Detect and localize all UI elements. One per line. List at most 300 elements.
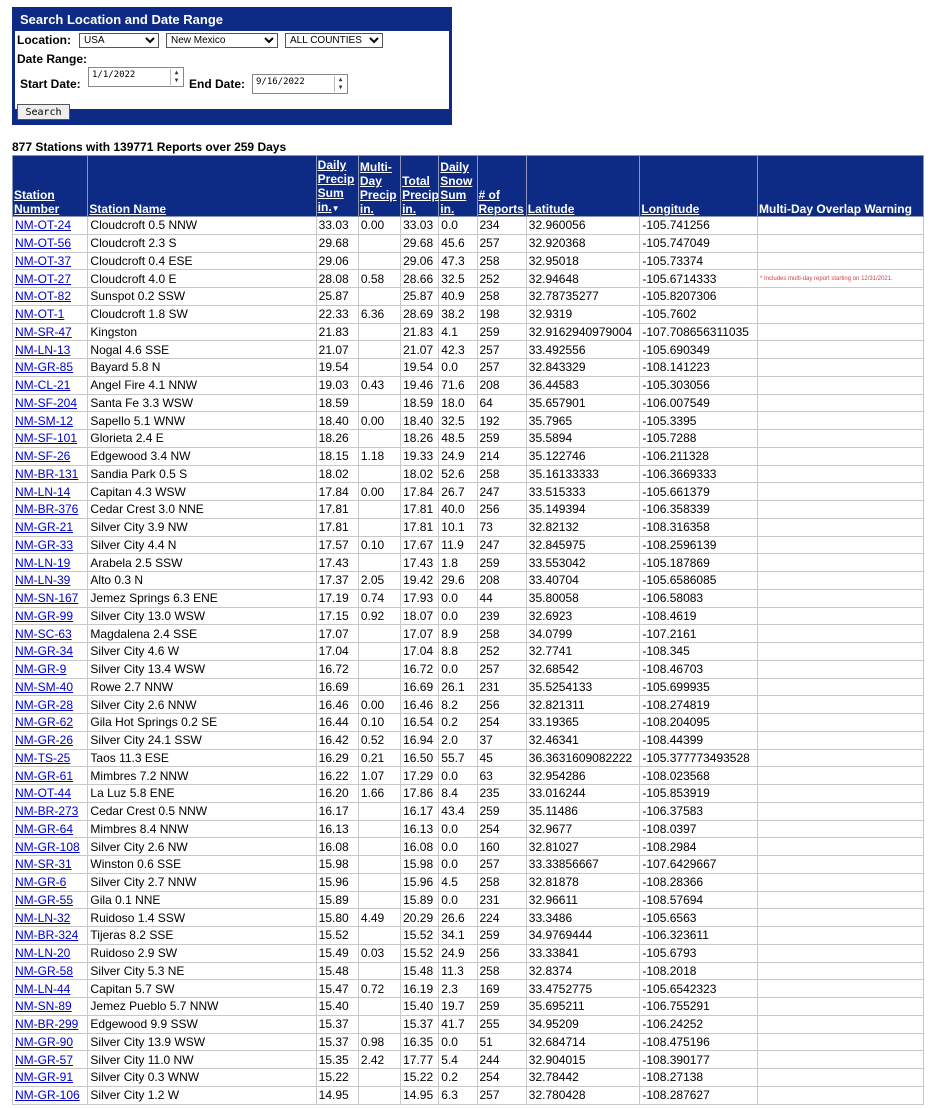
latitude-cell: 32.7741 xyxy=(526,643,640,661)
spin-down-icon[interactable]: ▼ xyxy=(338,84,343,91)
station-number-link[interactable]: NM-LN-20 xyxy=(15,946,71,961)
overlap-warning-cell xyxy=(758,252,924,270)
station-number-cell xyxy=(13,376,88,394)
reports-count-cell: 259 xyxy=(477,323,526,341)
daily-snow-cell: 8.2 xyxy=(439,696,477,714)
station-number-link[interactable]: NM-GR-90 xyxy=(15,1034,74,1049)
overlap-warning-cell xyxy=(758,323,924,341)
latitude-cell: 34.0799 xyxy=(526,625,640,643)
overlap-warning-cell xyxy=(758,838,924,856)
reports-count-cell: 192 xyxy=(477,412,526,430)
daily-precip-cell: 29.06 xyxy=(316,252,358,270)
overlap-warning-cell xyxy=(758,394,924,412)
station-number-link[interactable]: NM-GR-28 xyxy=(15,697,74,712)
station-number-link[interactable]: NM-BR-299 xyxy=(15,1017,79,1032)
daily-snow-cell: 6.3 xyxy=(439,1086,477,1104)
station-number-cell xyxy=(13,856,88,874)
station-number-link[interactable]: NM-GR-99 xyxy=(15,608,74,623)
reports-count-cell: 258 xyxy=(477,873,526,891)
station-number-link[interactable]: NM-GR-57 xyxy=(15,1052,74,1067)
daily-precip-cell: 16.72 xyxy=(316,660,358,678)
longitude-cell: -108.475196 xyxy=(640,1033,758,1051)
station-name: Gila Hot Springs 0.2 SE xyxy=(88,714,316,732)
reports-count-cell: 45 xyxy=(477,749,526,767)
table-row xyxy=(13,465,924,483)
total-precip-cell: 19.33 xyxy=(401,447,439,465)
total-precip-cell: 16.54 xyxy=(401,714,439,732)
end-date-spinner[interactable] xyxy=(334,76,346,92)
daily-snow-cell: 0.0 xyxy=(439,767,477,785)
sort-multi-day-link[interactable]: Multi-Day Precip in. xyxy=(359,160,397,216)
station-number-link[interactable]: NM-OT-56 xyxy=(15,236,72,251)
overlap-warning-cell xyxy=(758,341,924,359)
station-number-link[interactable]: NM-SN-167 xyxy=(15,591,79,606)
station-number-link[interactable]: NM-GR-21 xyxy=(15,520,74,535)
total-precip-cell: 33.03 xyxy=(401,217,439,235)
daily-precip-cell: 17.81 xyxy=(316,518,358,536)
station-name: Ruidoso 1.4 SSW xyxy=(88,909,316,927)
station-number-link[interactable]: NM-OT-24 xyxy=(15,218,72,233)
latitude-cell: 32.960056 xyxy=(526,217,640,235)
latitude-cell: 36.3631609082222 xyxy=(526,749,640,767)
station-name: Bayard 5.8 N xyxy=(88,359,316,377)
station-number-link[interactable]: NM-BR-324 xyxy=(15,928,79,943)
table-row xyxy=(13,856,924,874)
state-select[interactable] xyxy=(166,33,278,48)
station-name: Mimbres 7.2 NNW xyxy=(88,767,316,785)
reports-count-cell: 257 xyxy=(477,359,526,377)
total-precip-cell: 29.06 xyxy=(401,252,439,270)
total-precip-cell: 15.40 xyxy=(401,998,439,1016)
daily-precip-cell: 15.49 xyxy=(316,944,358,962)
station-number-cell xyxy=(13,1015,88,1033)
date-range-label: Date Range: xyxy=(17,52,88,66)
daily-snow-cell: 34.1 xyxy=(439,927,477,945)
overlap-warning-cell xyxy=(758,536,924,554)
table-row xyxy=(13,554,924,572)
country-select[interactable] xyxy=(79,33,159,48)
total-precip-cell: 15.52 xyxy=(401,927,439,945)
multi-day-precip-cell: 2.05 xyxy=(358,572,400,590)
longitude-cell: -106.323611 xyxy=(640,927,758,945)
longitude-cell: -108.274819 xyxy=(640,696,758,714)
daily-snow-cell: 52.6 xyxy=(439,465,477,483)
multi-day-precip-cell: 0.03 xyxy=(358,944,400,962)
station-number-cell xyxy=(13,554,88,572)
longitude-cell: -105.377773493528 xyxy=(640,749,758,767)
daily-precip-cell: 17.81 xyxy=(316,501,358,519)
station-number-link[interactable]: NM-GR-58 xyxy=(15,963,74,978)
daily-precip-cell: 17.84 xyxy=(316,483,358,501)
reports-count-cell: 256 xyxy=(477,501,526,519)
station-number-link[interactable]: NM-GR-9 xyxy=(15,662,67,677)
station-number-link[interactable]: NM-OT-37 xyxy=(15,253,72,268)
longitude-cell: -105.3395 xyxy=(640,412,758,430)
station-number-cell xyxy=(13,820,88,838)
longitude-cell: -105.187869 xyxy=(640,554,758,572)
multi-day-precip-cell: 0.72 xyxy=(358,980,400,998)
station-number-cell xyxy=(13,501,88,519)
longitude-cell: -105.303056 xyxy=(640,376,758,394)
overlap-warning-cell xyxy=(758,554,924,572)
sort-reports-link[interactable]: # of Reports xyxy=(478,188,524,216)
station-number-link[interactable]: NM-GR-26 xyxy=(15,733,74,748)
table-row xyxy=(13,483,924,501)
daily-snow-cell: 8.4 xyxy=(439,785,477,803)
overlap-warning-cell xyxy=(758,465,924,483)
total-precip-cell: 15.96 xyxy=(401,873,439,891)
table-row xyxy=(13,625,924,643)
col-daily-snow[interactable] xyxy=(439,156,477,217)
station-number-cell xyxy=(13,838,88,856)
station-number-link[interactable]: NM-SR-31 xyxy=(15,857,72,872)
latitude-cell: 32.954286 xyxy=(526,767,640,785)
multi-day-precip-cell xyxy=(358,1086,400,1104)
multi-day-precip-cell: 1.07 xyxy=(358,767,400,785)
daily-snow-cell: 0.2 xyxy=(439,714,477,732)
total-precip-cell: 17.67 xyxy=(401,536,439,554)
table-row xyxy=(13,1086,924,1104)
station-number-cell xyxy=(13,909,88,927)
station-number-link[interactable]: NM-LN-14 xyxy=(15,484,71,499)
latitude-cell: 32.904015 xyxy=(526,1051,640,1069)
overlap-warning-cell xyxy=(758,962,924,980)
search-panel xyxy=(12,7,452,125)
daily-snow-cell: 2.0 xyxy=(439,731,477,749)
latitude-cell: 33.515333 xyxy=(526,483,640,501)
station-number-link[interactable]: NM-GR-106 xyxy=(15,1088,80,1103)
station-name: Edgewood 9.9 SSW xyxy=(88,1015,316,1033)
station-number-link[interactable]: NM-GR-34 xyxy=(15,644,74,659)
multi-day-precip-cell xyxy=(358,962,400,980)
overlap-warning-cell xyxy=(758,430,924,448)
daily-precip-cell: 15.98 xyxy=(316,856,358,874)
spin-up-icon[interactable]: ▲ xyxy=(174,69,179,76)
daily-precip-cell: 18.40 xyxy=(316,412,358,430)
multi-day-precip-cell xyxy=(358,1069,400,1087)
station-name: Jemez Springs 6.3 ENE xyxy=(88,589,316,607)
station-number-cell xyxy=(13,412,88,430)
station-number-link[interactable]: NM-GR-6 xyxy=(15,875,67,890)
daily-snow-cell: 0.0 xyxy=(439,1033,477,1051)
daily-snow-cell: 2.3 xyxy=(439,980,477,998)
multi-day-precip-cell xyxy=(358,501,400,519)
longitude-cell: -108.46703 xyxy=(640,660,758,678)
daily-precip-cell: 17.37 xyxy=(316,572,358,590)
latitude-cell: 35.5894 xyxy=(526,430,640,448)
latitude-cell: 32.78735277 xyxy=(526,288,640,306)
station-number-link[interactable]: NM-LN-13 xyxy=(15,342,71,357)
station-number-link[interactable]: NM-SM-40 xyxy=(15,679,74,694)
results-summary: 877 Stations with 139771 Reports over 259 Days xyxy=(12,140,287,154)
total-precip-cell: 19.46 xyxy=(401,376,439,394)
multi-day-precip-cell xyxy=(358,838,400,856)
station-number-link[interactable]: NM-SF-26 xyxy=(15,449,71,464)
table-row xyxy=(13,767,924,785)
longitude-cell: -108.316358 xyxy=(640,518,758,536)
table-row xyxy=(13,678,924,696)
latitude-cell: 33.553042 xyxy=(526,554,640,572)
sort-station-name-link[interactable]: Station Name xyxy=(89,202,167,216)
station-name: Silver City 4.4 N xyxy=(88,536,316,554)
end-date-input[interactable] xyxy=(252,74,348,94)
daily-precip-cell: 21.07 xyxy=(316,341,358,359)
table-row xyxy=(13,536,924,554)
longitude-cell: -107.2161 xyxy=(640,625,758,643)
total-precip-cell: 16.35 xyxy=(401,1033,439,1051)
station-number-link[interactable]: NM-GR-55 xyxy=(15,892,74,907)
total-precip-cell: 16.08 xyxy=(401,838,439,856)
multi-day-precip-cell: 0.10 xyxy=(358,536,400,554)
col-daily-precip[interactable] xyxy=(316,156,358,217)
station-number-cell xyxy=(13,607,88,625)
station-name: Nogal 4.6 SSE xyxy=(88,341,316,359)
daily-snow-cell: 40.0 xyxy=(439,501,477,519)
reports-count-cell: 256 xyxy=(477,696,526,714)
station-number-link[interactable]: NM-BR-376 xyxy=(15,502,79,517)
daily-precip-cell: 15.37 xyxy=(316,1015,358,1033)
longitude-cell: -105.6714333 xyxy=(640,270,758,288)
longitude-cell: -105.7602 xyxy=(640,305,758,323)
daily-snow-cell: 43.4 xyxy=(439,802,477,820)
station-number-link[interactable]: NM-LN-44 xyxy=(15,981,71,996)
table-row xyxy=(13,873,924,891)
station-name: Silver City 2.6 NW xyxy=(88,838,316,856)
col-latitude[interactable] xyxy=(526,156,640,217)
station-number-link[interactable]: NM-BR-273 xyxy=(15,804,79,819)
col-multi-day-precip[interactable] xyxy=(358,156,400,217)
reports-count-cell: 257 xyxy=(477,856,526,874)
station-number-link[interactable]: NM-GR-85 xyxy=(15,360,74,375)
longitude-cell: -106.37583 xyxy=(640,802,758,820)
sort-longitude-link[interactable]: Longitude xyxy=(641,202,700,216)
daily-snow-cell: 8.9 xyxy=(439,625,477,643)
station-number-link[interactable]: NM-SC-63 xyxy=(15,626,72,641)
reports-count-cell: 254 xyxy=(477,714,526,732)
col-total-precip[interactable] xyxy=(401,156,439,217)
daily-precip-cell: 15.35 xyxy=(316,1051,358,1069)
station-number-link[interactable]: NM-SM-12 xyxy=(15,413,74,428)
station-name: Gila 0.1 NNE xyxy=(88,891,316,909)
results-table xyxy=(12,155,924,1105)
station-number-link[interactable]: NM-GR-61 xyxy=(15,768,74,783)
overlap-warning-cell xyxy=(758,785,924,803)
sort-daily-snow-link[interactable]: Daily Snow Sum in. xyxy=(440,160,473,216)
table-row xyxy=(13,270,924,288)
station-name: Taos 11.3 ESE xyxy=(88,749,316,767)
station-number-link[interactable]: NM-SN-89 xyxy=(15,999,72,1014)
total-precip-cell: 17.07 xyxy=(401,625,439,643)
end-date-label: End Date: xyxy=(189,77,246,91)
latitude-cell: 32.780428 xyxy=(526,1086,640,1104)
daily-precip-cell: 16.17 xyxy=(316,802,358,820)
daily-precip-cell: 18.26 xyxy=(316,430,358,448)
table-row xyxy=(13,607,924,625)
station-number-link[interactable]: NM-CL-21 xyxy=(15,378,71,393)
station-number-link[interactable]: NM-OT-44 xyxy=(15,786,72,801)
daily-snow-cell: 32.5 xyxy=(439,270,477,288)
multi-day-precip-cell xyxy=(358,678,400,696)
multi-day-precip-cell xyxy=(358,252,400,270)
overlap-warning-cell xyxy=(758,483,924,501)
sort-station-number-link[interactable]: Station Number xyxy=(14,188,60,216)
reports-count-cell: 169 xyxy=(477,980,526,998)
longitude-cell: -108.390177 xyxy=(640,1051,758,1069)
county-select[interactable] xyxy=(285,33,383,48)
station-name: Cedar Crest 3.0 NNE xyxy=(88,501,316,519)
station-number-cell xyxy=(13,678,88,696)
col-reports[interactable] xyxy=(477,156,526,217)
latitude-cell: 33.4752775 xyxy=(526,980,640,998)
station-number-cell xyxy=(13,731,88,749)
station-number-link[interactable]: NM-OT-1 xyxy=(15,307,65,322)
overlap-warning-cell xyxy=(758,998,924,1016)
total-precip-cell: 18.59 xyxy=(401,394,439,412)
station-number-link[interactable]: NM-OT-27 xyxy=(15,271,72,286)
station-number-link[interactable]: NM-SR-47 xyxy=(15,324,72,339)
table-row xyxy=(13,1051,924,1069)
multi-day-precip-cell: 0.92 xyxy=(358,607,400,625)
station-number-cell xyxy=(13,270,88,288)
table-header-row xyxy=(13,156,924,217)
latitude-cell: 35.122746 xyxy=(526,447,640,465)
reports-count-cell: 63 xyxy=(477,767,526,785)
table-row xyxy=(13,962,924,980)
spin-down-icon[interactable]: ▼ xyxy=(174,77,179,84)
station-number-cell xyxy=(13,323,88,341)
multi-day-precip-cell xyxy=(358,359,400,377)
station-number-link[interactable]: NM-TS-25 xyxy=(15,750,71,765)
multi-day-precip-cell xyxy=(358,1015,400,1033)
total-precip-cell: 17.81 xyxy=(401,518,439,536)
total-precip-cell: 17.43 xyxy=(401,554,439,572)
daily-snow-cell: 29.6 xyxy=(439,572,477,590)
station-name: Cloudcroft 0.5 NNW xyxy=(88,217,316,235)
multi-day-precip-cell: 0.21 xyxy=(358,749,400,767)
station-number-link[interactable]: NM-BR-131 xyxy=(15,466,79,481)
station-name: Tijeras 8.2 SSE xyxy=(88,927,316,945)
station-number-link[interactable]: NM-LN-32 xyxy=(15,910,71,925)
station-name: Magdalena 2.4 SSE xyxy=(88,625,316,643)
multi-day-precip-cell xyxy=(358,643,400,661)
latitude-cell: 34.95209 xyxy=(526,1015,640,1033)
table-row xyxy=(13,696,924,714)
start-date-spinner[interactable] xyxy=(170,69,182,85)
station-number-cell xyxy=(13,1086,88,1104)
station-name: Angel Fire 4.1 NNW xyxy=(88,376,316,394)
station-number-cell xyxy=(13,359,88,377)
overlap-warning-cell xyxy=(758,927,924,945)
station-number-link[interactable]: NM-OT-82 xyxy=(15,289,72,304)
multi-day-precip-cell xyxy=(358,927,400,945)
station-number-link[interactable]: NM-LN-19 xyxy=(15,555,71,570)
longitude-cell: -108.345 xyxy=(640,643,758,661)
reports-count-cell: 247 xyxy=(477,536,526,554)
daily-snow-cell: 0.0 xyxy=(439,589,477,607)
daily-snow-cell: 55.7 xyxy=(439,749,477,767)
station-number-link[interactable]: NM-GR-33 xyxy=(15,537,74,552)
station-number-link[interactable]: NM-SF-101 xyxy=(15,431,78,446)
latitude-cell: 32.6923 xyxy=(526,607,640,625)
station-number-cell xyxy=(13,1069,88,1087)
col-station-name[interactable] xyxy=(88,156,316,217)
latitude-cell: 32.68542 xyxy=(526,660,640,678)
spin-up-icon[interactable]: ▲ xyxy=(338,76,343,83)
total-precip-cell: 20.29 xyxy=(401,909,439,927)
daily-precip-cell: 15.80 xyxy=(316,909,358,927)
station-name: Ruidoso 2.9 SW xyxy=(88,944,316,962)
daily-snow-cell: 0.2 xyxy=(439,1069,477,1087)
total-precip-cell: 17.04 xyxy=(401,643,439,661)
reports-count-cell: 258 xyxy=(477,465,526,483)
col-longitude[interactable] xyxy=(640,156,758,217)
longitude-cell: -105.853919 xyxy=(640,785,758,803)
reports-count-cell: 224 xyxy=(477,909,526,927)
daily-precip-cell: 22.33 xyxy=(316,305,358,323)
station-name: Sapello 5.1 WNW xyxy=(88,412,316,430)
station-number-link[interactable]: NM-GR-91 xyxy=(15,1070,74,1085)
station-number-link[interactable]: NM-LN-39 xyxy=(15,573,71,588)
overlap-warning-cell xyxy=(758,678,924,696)
daily-precip-cell: 25.87 xyxy=(316,288,358,306)
table-row xyxy=(13,589,924,607)
total-precip-cell: 16.46 xyxy=(401,696,439,714)
sort-latitude-link[interactable]: Latitude xyxy=(527,202,575,216)
reports-count-cell: 255 xyxy=(477,1015,526,1033)
search-panel-title: Search Location and Date Range xyxy=(20,12,223,27)
station-number-cell xyxy=(13,927,88,945)
station-number-cell xyxy=(13,802,88,820)
latitude-cell: 33.40704 xyxy=(526,572,640,590)
sort-total-precip-link[interactable]: Total Precip in. xyxy=(402,174,439,216)
reports-count-cell: 256 xyxy=(477,944,526,962)
total-precip-cell: 15.52 xyxy=(401,944,439,962)
table-row xyxy=(13,660,924,678)
reports-count-cell: 257 xyxy=(477,1086,526,1104)
overlap-warning-cell xyxy=(758,607,924,625)
station-name: Santa Fe 3.3 WSW xyxy=(88,394,316,412)
station-number-cell xyxy=(13,944,88,962)
total-precip-cell: 15.22 xyxy=(401,1069,439,1087)
table-row xyxy=(13,518,924,536)
daily-precip-cell: 15.89 xyxy=(316,891,358,909)
daily-snow-cell: 38.2 xyxy=(439,305,477,323)
station-number-link[interactable]: NM-SF-204 xyxy=(15,395,78,410)
station-number-link[interactable]: NM-GR-108 xyxy=(15,839,80,854)
station-number-link[interactable]: NM-GR-64 xyxy=(15,821,74,836)
station-number-cell xyxy=(13,572,88,590)
reports-count-cell: 208 xyxy=(477,572,526,590)
latitude-cell: 32.9162940979004 xyxy=(526,323,640,341)
table-row xyxy=(13,944,924,962)
overlap-warning-cell xyxy=(758,696,924,714)
reports-count-cell: 254 xyxy=(477,820,526,838)
search-button[interactable]: Search xyxy=(17,104,70,120)
daily-precip-cell: 16.46 xyxy=(316,696,358,714)
reports-count-cell: 247 xyxy=(477,483,526,501)
station-number-link[interactable]: NM-GR-62 xyxy=(15,715,74,730)
overlap-warning-cell xyxy=(758,447,924,465)
longitude-cell: -106.358339 xyxy=(640,501,758,519)
col-station-number[interactable] xyxy=(13,156,88,217)
overlap-warning-cell xyxy=(758,288,924,306)
table-row xyxy=(13,501,924,519)
reports-count-cell: 254 xyxy=(477,1069,526,1087)
station-name: Silver City 2.6 NNW xyxy=(88,696,316,714)
daily-snow-cell: 4.5 xyxy=(439,873,477,891)
daily-precip-cell: 17.07 xyxy=(316,625,358,643)
start-date-input[interactable] xyxy=(88,67,184,87)
